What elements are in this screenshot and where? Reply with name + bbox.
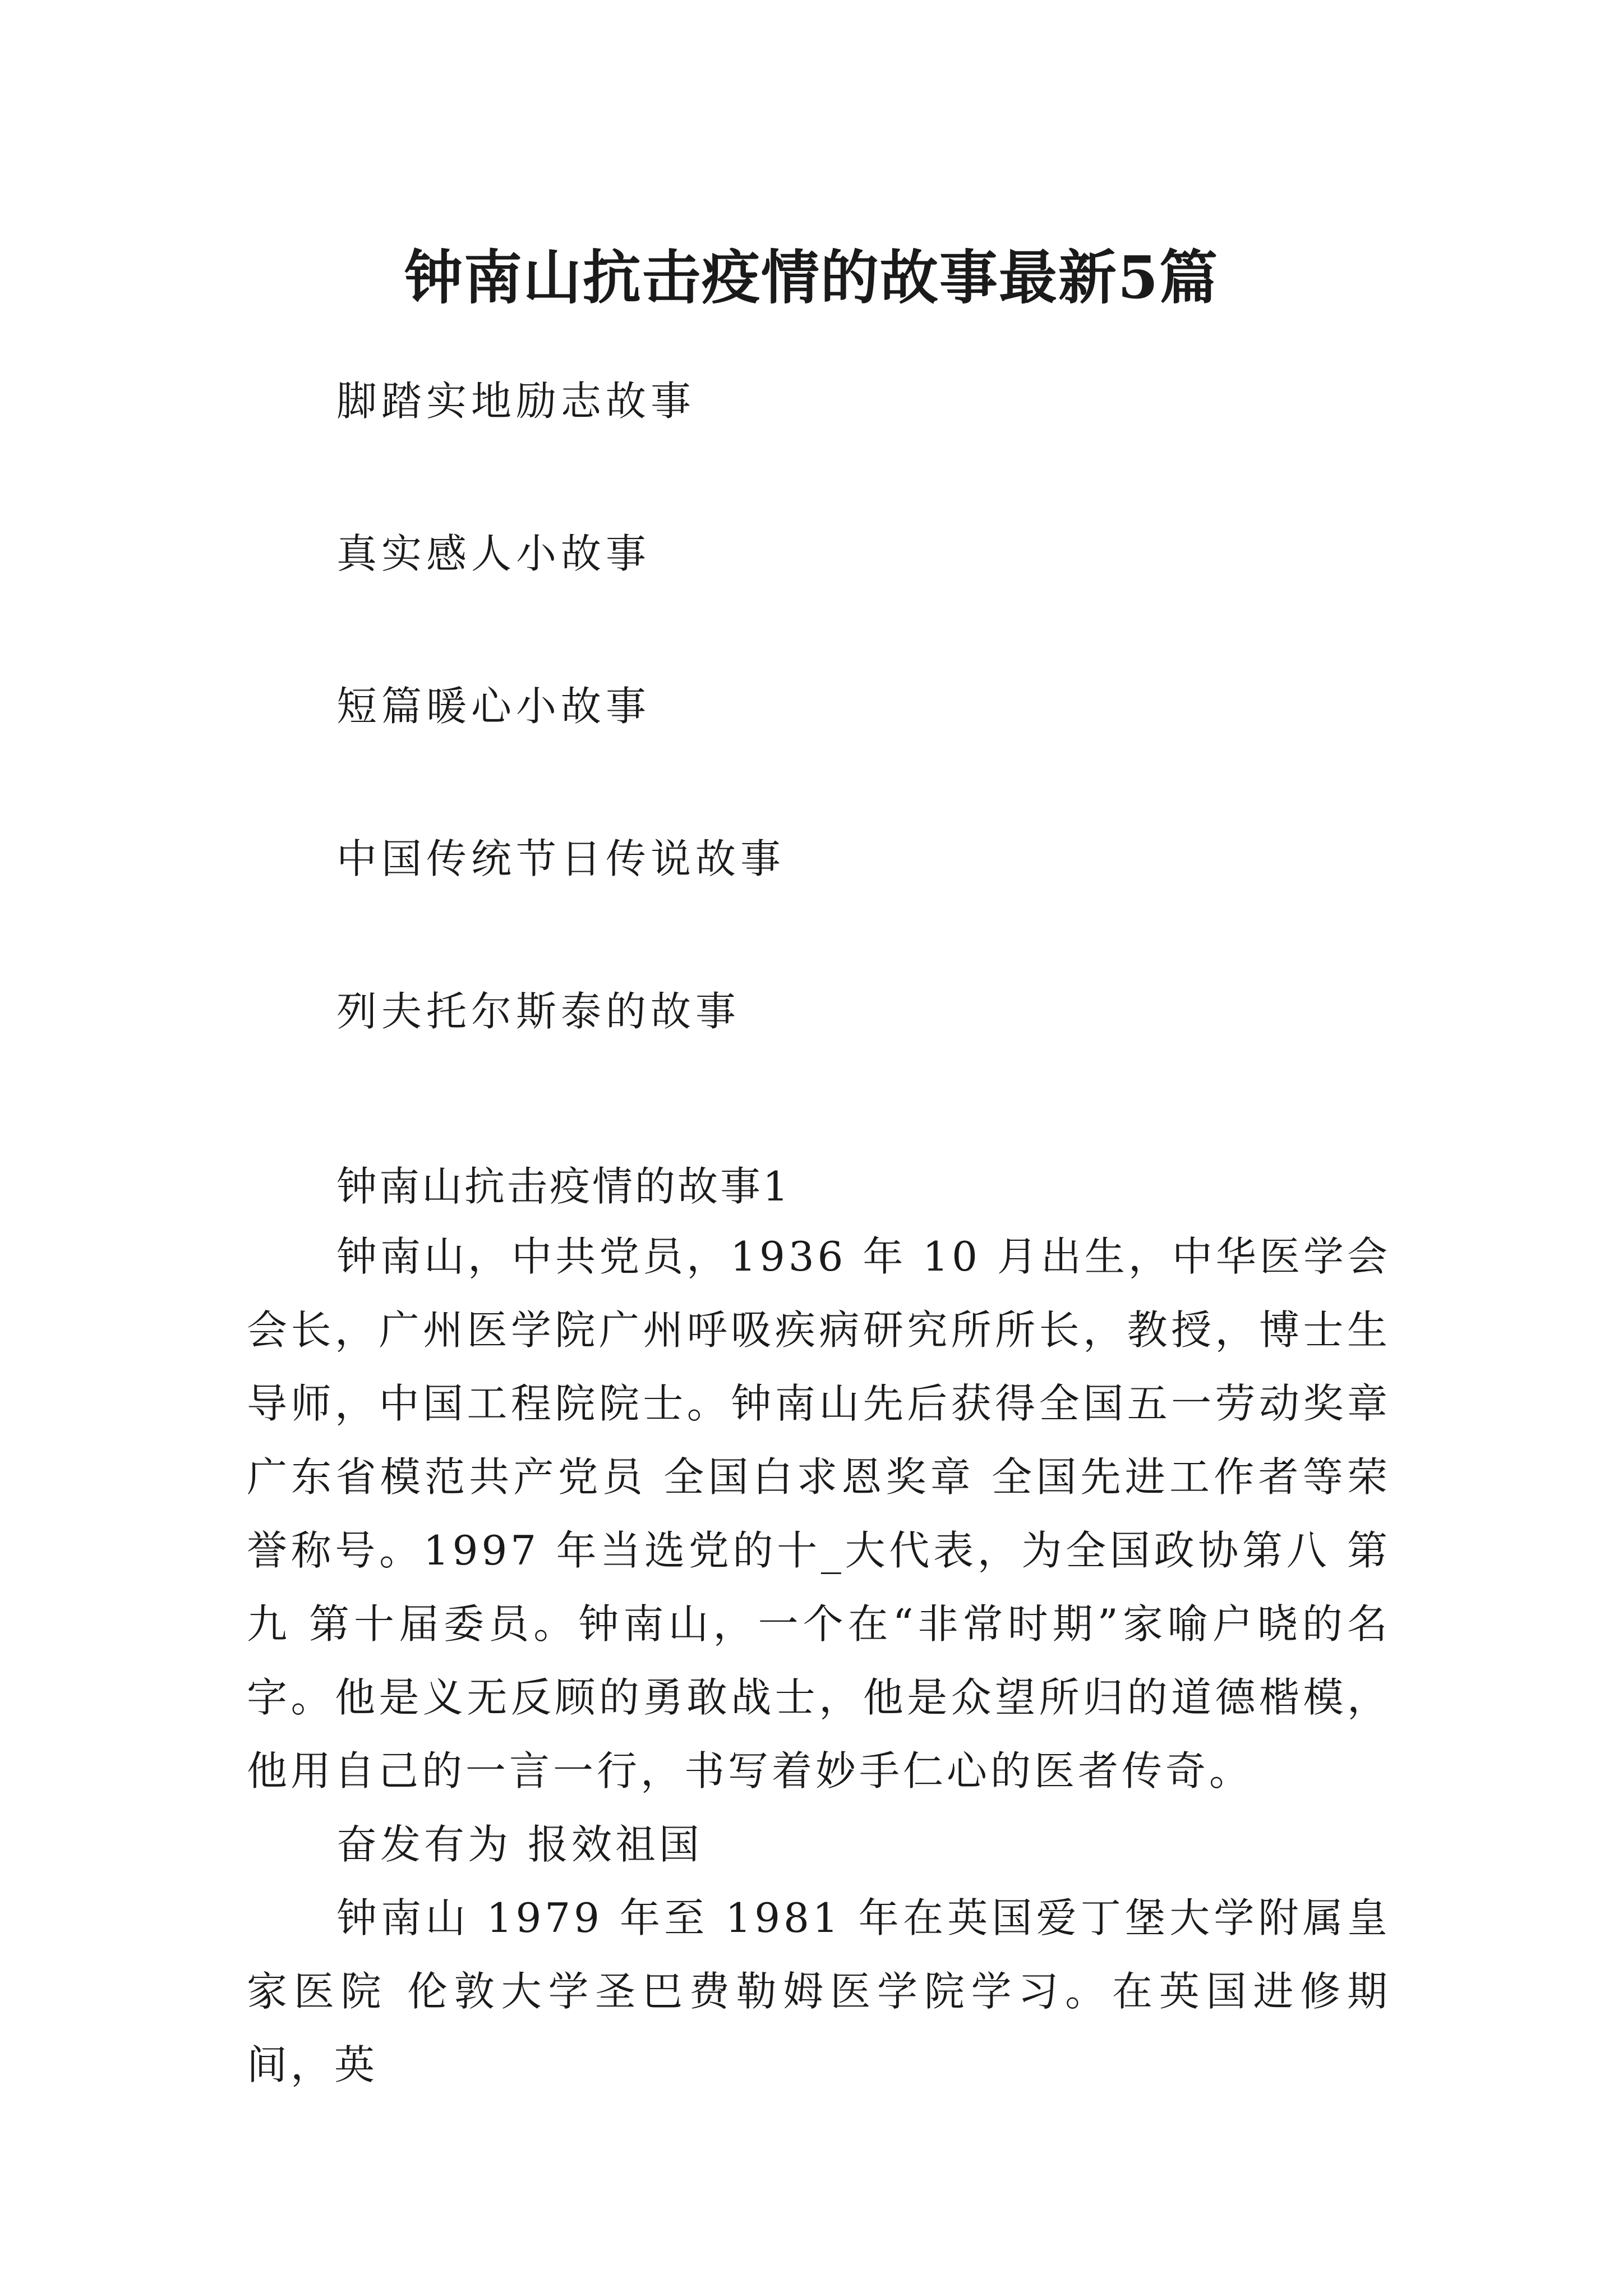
document-title: 钟南山抗击疫情的故事最新5篇: [404, 242, 1219, 312]
related-link[interactable]: 列夫托尔斯泰的故事: [336, 988, 741, 1035]
related-link[interactable]: 中国传统节日传说故事: [336, 835, 786, 882]
related-link[interactable]: 短篇暖心小故事: [336, 683, 651, 730]
related-links-list: [336, 370, 785, 1133]
paragraph: 钟南山 1979 年至 1981 年在英国爱丁堡大学附属皇家医院 伦敦大学圣巴费勒姆医学院学习。在英国进修期间，英: [247, 1894, 1391, 2088]
related-link[interactable]: 真实感人小故事: [336, 530, 651, 577]
sub-heading: 奋发有为 报效祖国: [336, 1821, 703, 1868]
related-link[interactable]: 脚踏实地励志故事: [336, 378, 696, 425]
section-heading: 钟南山抗击疫情的故事1: [336, 1163, 791, 1210]
paragraph: 钟南山，中共党员，1936 年 10 月出生，中华医学会会长，广州医学院广州呼吸疾病研究所所长，教授，博士生导师，中国工程院院士。钟南山先后获得全国五一劳动奖章 广东省模范共产党员 全国白求恩奖章 全国先进工作者等荣誉称号。1997 年当选党的十_大代表，为全国政协第八 第九 第十届委员。钟南山，一个在“非常时期”家喻户晓的名字。他是义无反顾的勇敢战士，他是众望所归的道德楷模，他用自己的一言一行，书写着妙手仁心的医者传奇。: [247, 1233, 1391, 1795]
article-body: [247, 1153, 1391, 2102]
